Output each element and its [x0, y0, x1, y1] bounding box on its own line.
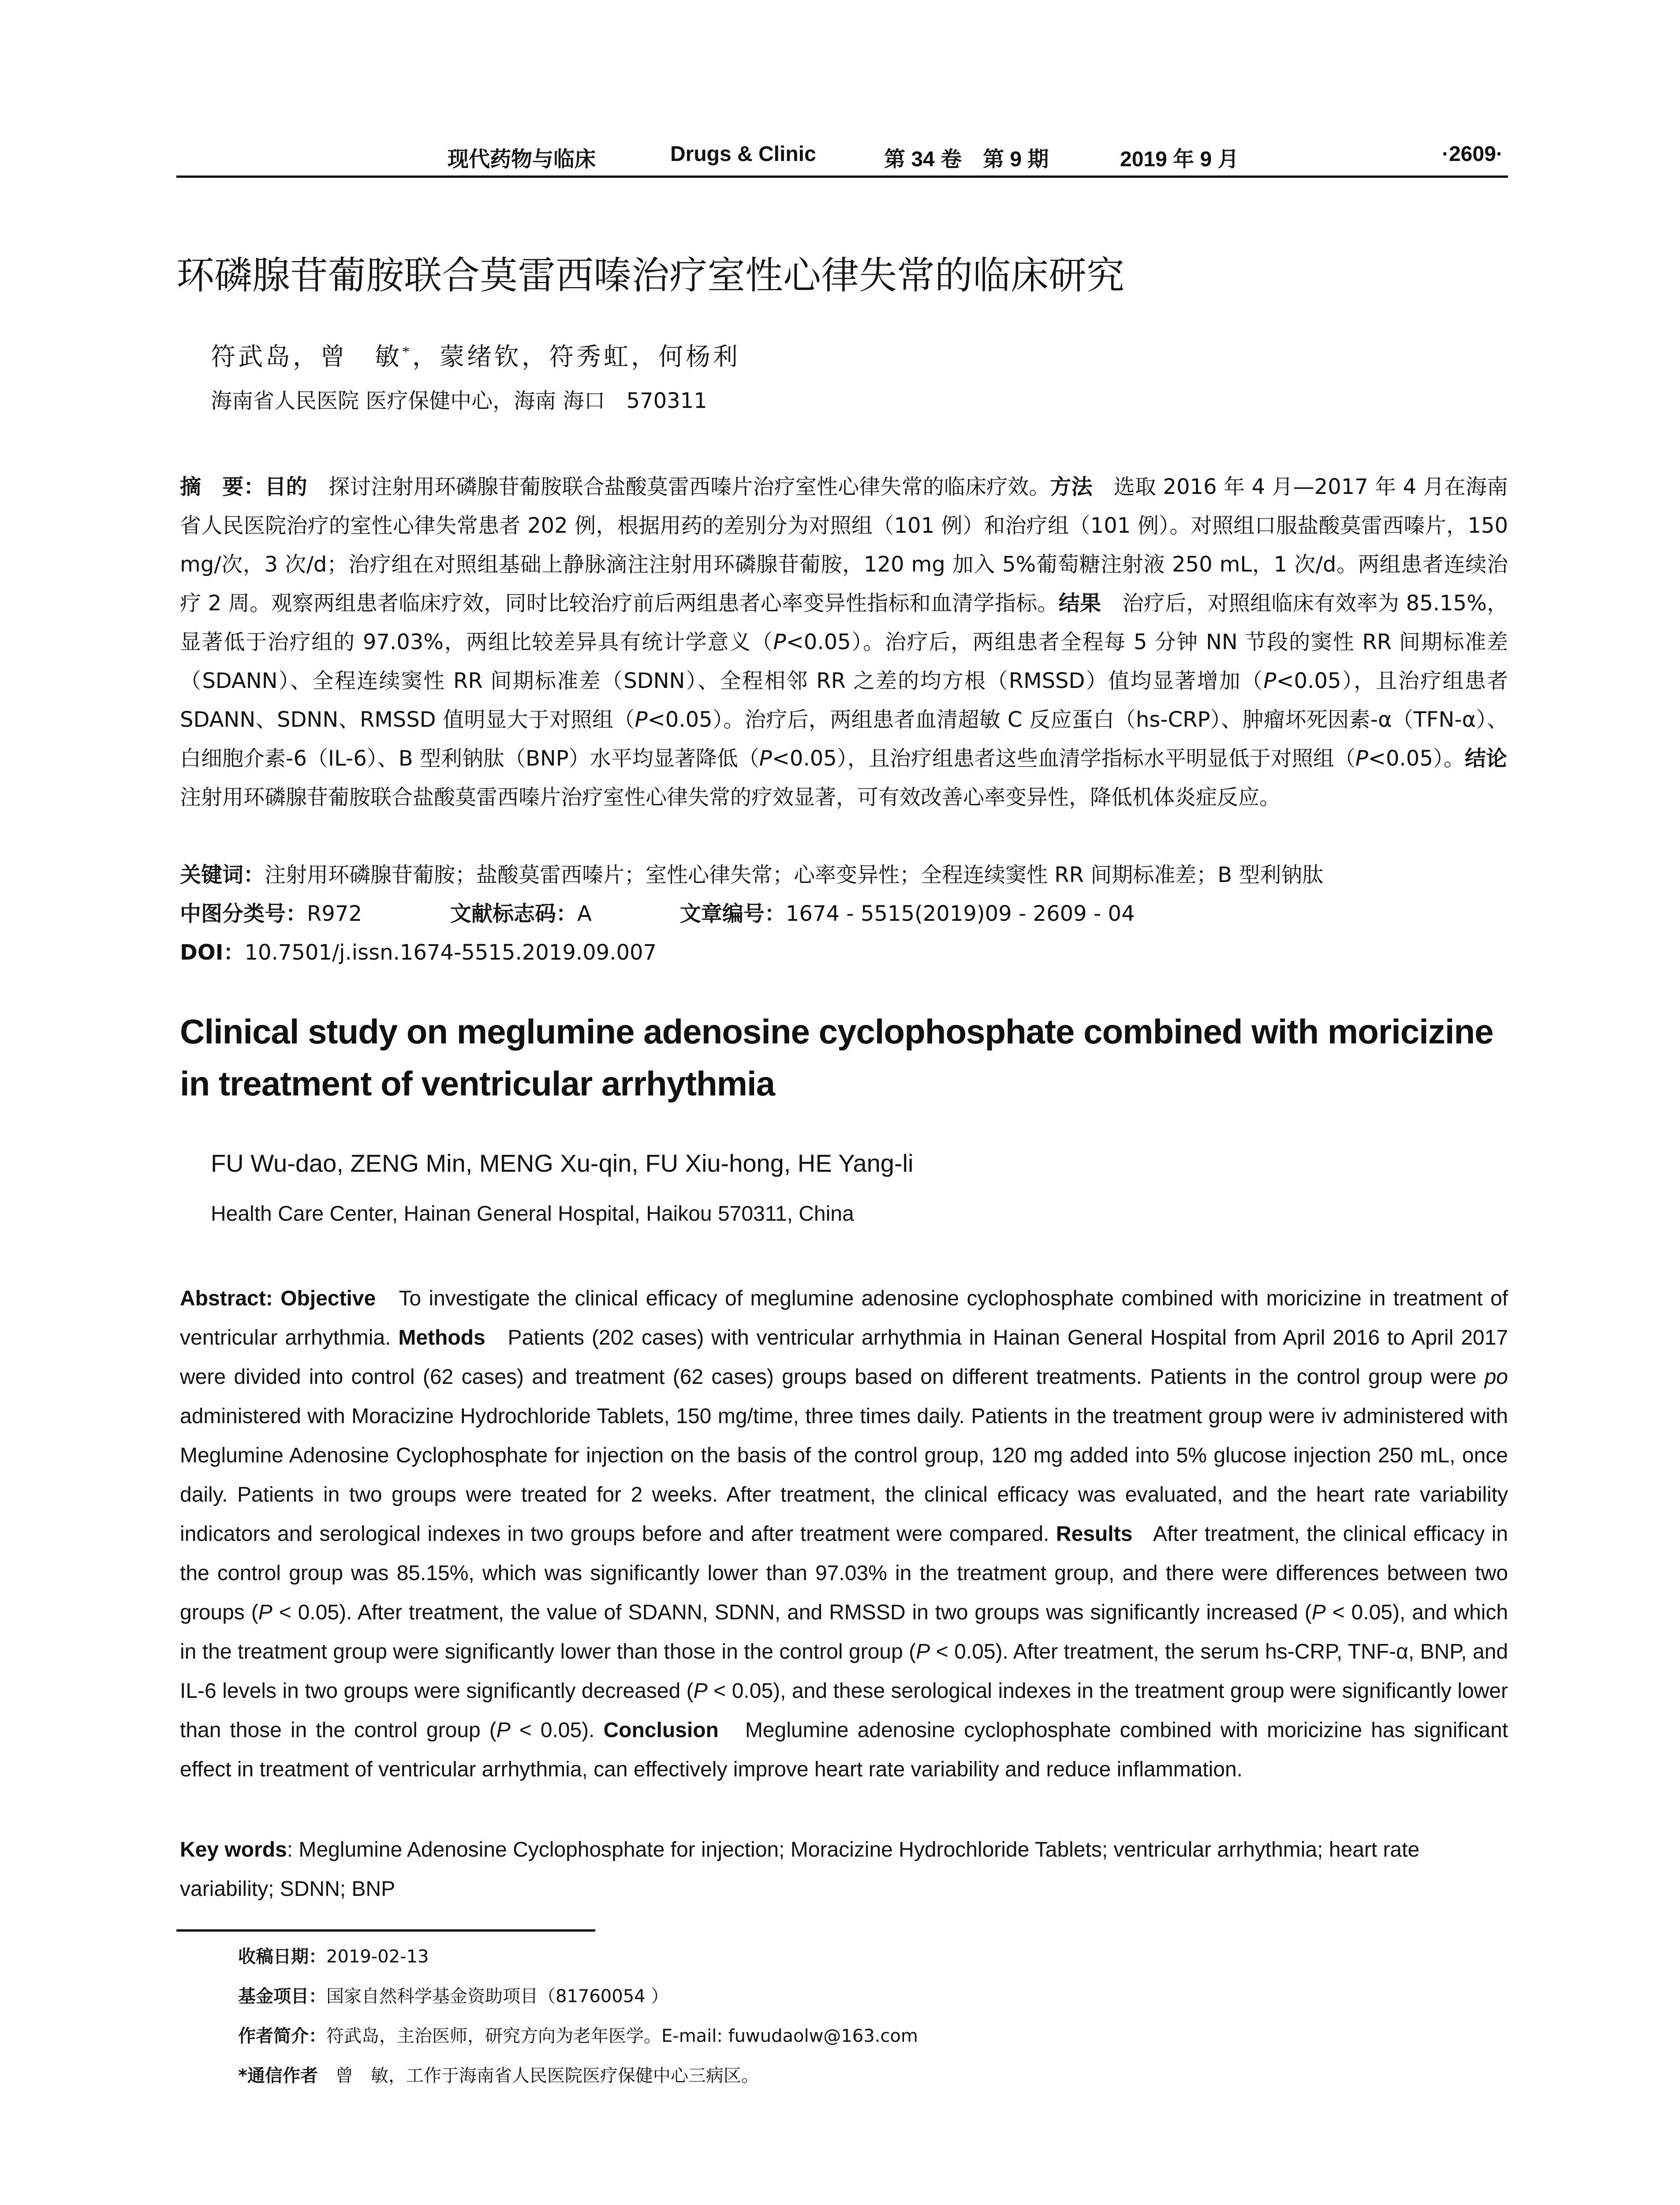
corr-text: 曾 敏，工作于海南省人民医院医疗保健中心三病区。: [317, 2066, 759, 2086]
cn-keywords: [180, 856, 1508, 894]
footnote-author: [238, 2022, 918, 2047]
en-results-label: Results: [1056, 1522, 1133, 1546]
cn-affiliation: 海南省人民医院 医疗保健中心，海南 海口 570311: [211, 389, 707, 413]
en-results-6: < 0.05).: [510, 1719, 595, 1742]
cn-keywords-text: 注射用环磷腺苷葡胺；盐酸莫雷西嗪片；室性心律失常；心率变异性；全程连续窦性 RR 间期标准差；B 型利钠肽: [265, 863, 1324, 887]
cn-abstract-label: 摘 要：: [180, 475, 265, 499]
en-results-5: < 0.05), and these serological indexes in the treatment group were significantly lower than those in the control group (: [180, 1679, 1508, 1742]
p-symbol: P: [1263, 669, 1277, 693]
cn-authors-rest: ，蒙绪钦，符秀虹，何杨利: [412, 344, 740, 371]
corr-label: *通信作者: [238, 2066, 318, 2086]
en-results-4: < 0.05). After treatment, the serum hs-CRP, TNF-α, BNP, and IL-6 levels in two groups were significantly decreased (: [180, 1640, 1508, 1703]
cn-abstract: [180, 467, 1528, 817]
p-symbol: P: [693, 1679, 708, 1703]
p-symbol: P: [496, 1719, 511, 1742]
doccode-label: 文献标志码：: [450, 901, 577, 926]
p-symbol: P: [258, 1601, 273, 1624]
en-affiliation: Health Care Center, Hainan General Hospital, Haikou 570311, China: [211, 1202, 854, 1226]
footnote-corresponding: [238, 2062, 759, 2087]
en-methods-1: Patients (202 cases) with ventricular arrhythmia in Hainan General Hospital from April 2016 to April 2017 were divided into control (62 cases) and treatment (62 cases) groups based on different treatments. Patients in the control group were: [180, 1326, 1508, 1389]
journal-name-cn: 现代药物与临床: [448, 148, 596, 171]
en-methods-2: administered with Moracizine Hydrochloride Tablets, 150 mg/time, three times daily. Patients in the treatment group were iv administered with Meglumine Adenosine Cyclophosphate for injection on the basis of the control group, 120 mg added into 5% glucose injection 250 mL, once daily. Patients in two groups were treated for 2 weeks. After treatment, the clinical efficacy was evaluated, and the heart rate variability indicators and serological indexes in two groups before and after treatment were compared.: [180, 1405, 1508, 1546]
en-methods-label: Methods: [398, 1326, 485, 1349]
en-keywords: [180, 1830, 1508, 1909]
received-date: 2019-02-13: [326, 1947, 429, 1967]
cn-methods-label: 方法: [1050, 475, 1093, 499]
corresponding-mark: *: [402, 344, 412, 360]
en-keywords-label: Key words: [180, 1838, 287, 1861]
journal-name-en: Drugs & Clinic: [670, 142, 816, 166]
cn-keywords-label: 关键词：: [180, 863, 265, 887]
cn-results-4: <0.05）。治疗后，两组患者血清超敏 C 反应蛋白（hs-CRP）、肿瘤坏死因素-α（TFN-α）、白细胞介素-6（IL-6）、B 型利钠肽（BNP）水平均显著降低（: [180, 707, 1508, 771]
cn-conclusion-label: 结论: [1464, 746, 1507, 771]
received-label: 收稿日期：: [238, 1947, 326, 1967]
running-header: [176, 140, 1508, 178]
en-authors: FU Wu-dao, ZENG Min, MENG Xu-qin, FU Xiu-hong, HE Yang-li: [211, 1149, 914, 1177]
page-number: ·2609·: [1442, 142, 1503, 166]
fund-label: 基金项目：: [238, 1986, 326, 2007]
doi-value: 10.7501/j.issn.1674-5515.2019.09.007: [244, 940, 657, 965]
doccode-value: A: [577, 901, 592, 926]
p-symbol: P: [1355, 746, 1368, 771]
p-symbol: P: [635, 707, 648, 732]
cn-title: 环磷腺苷葡胺联合莫雷西嗪治疗室性心律失常的临床研究: [176, 254, 1124, 298]
p-symbol: P: [1311, 1601, 1326, 1624]
cn-conclusion: 注射用环磷腺苷葡胺联合盐酸莫雷西嗪片治疗室性心律失常的疗效显著，可有效改善心率变异性，降低机体炎症反应。: [180, 746, 1528, 810]
clc-value: R972: [307, 901, 362, 926]
doi-line: [180, 933, 1508, 972]
cn-methods: 选取 2016 年 4 月—2017 年 4 月在海南省人民医院治疗的室性心律失常患者 202 例，根据用药的差别分为对照组（101 例）和治疗组（101 例）。对照组口服盐酸莫雷西嗪片，150 mg/次，3 次/d；治疗组在对照组基础上静脉滴注注射用环磷腺苷葡胺，120 mg 加入 5%葡萄糖注射液 250 mL，1 次/d。两组患者连续治疗 2 周。观察两组患者临床疗效，同时比较治疗前后两组患者心率变异性指标和血清学指标。: [180, 475, 1508, 616]
cn-results-1: 治疗后，对照组临床有效率为 85.15%，显著低于治疗组的 97.03%，两组比较差异具有统计学意义（: [180, 591, 1508, 654]
doi-label: DOI：: [180, 940, 245, 965]
en-title: Clinical study on meglumine adenosine cyclophosphate combined with moricizine in treatment of ventricular arrhythmia: [180, 1012, 1493, 1103]
footnote-received: [238, 1943, 429, 1968]
cn-results-5: <0.05），且治疗组患者这些血清学指标水平明显低于对照组（: [772, 746, 1355, 771]
en-abstract-label: Abstract: Objective: [180, 1287, 376, 1310]
cn-authors-main: 符武岛，曾 敏: [211, 344, 402, 371]
issue-date: 2019 年 9 月: [1120, 148, 1239, 171]
en-conclusion-label: Conclusion: [603, 1719, 719, 1742]
footnote-fund: [238, 1982, 668, 2007]
volume-issue: 第 34 卷 第 9 期: [884, 148, 1049, 171]
clc-label: 中图分类号：: [180, 901, 307, 926]
articleno-label: 文章编号：: [679, 901, 786, 926]
en-results-2: < 0.05). After treatment, the value of SDANN, SDNN, and RMSSD in two groups was significantly increased (: [272, 1601, 1312, 1624]
articleno-value: 1674 - 5515(2019)09 - 2609 - 04: [785, 901, 1135, 926]
en-results-3: < 0.05), and which in the treatment group were significantly lower than those in the control group (: [180, 1601, 1508, 1663]
footnote-rule: [176, 1929, 595, 1932]
en-abstract: [180, 1279, 1508, 1789]
p-symbol: P: [759, 746, 772, 771]
cn-authors: [211, 337, 740, 373]
author-label: 作者简介：: [238, 2026, 326, 2046]
po-term: po: [1484, 1365, 1508, 1389]
cn-results-label: 结果: [1058, 591, 1101, 616]
en-conclusion: Meglumine adenosine cyclophosphate combined with moricizine has significant effect in treatment of ventricular arrhythmia, can effectively improve heart rate variability and reduce inflammation.: [180, 1719, 1508, 1781]
p-symbol: P: [773, 630, 786, 654]
author-text: 符武岛，主治医师，研究方向为老年医学。E-mail: fuwudaolw@163.com: [326, 2026, 918, 2046]
fund-text: 国家自然科学基金资助项目（81760054 ）: [326, 1986, 669, 2007]
cn-results-3: <0.05），且治疗组患者 SDANN、SDNN、RMSSD 值明显大于对照组（: [180, 669, 1508, 732]
cn-results-2: <0.05）。治疗后，两组患者全程每 5 分钟 NN 节段的窦性 RR 间期标准差（SDANN）、全程连续窦性 RR 间期标准差（SDNN）、全程相邻 RR 之差的均方根（RMSSD）值均显著增加（: [180, 630, 1508, 693]
en-keywords-text: : Meglumine Adenosine Cyclophosphate for injection; Moracizine Hydrochloride Tablets; ventricular arrhythmia; heart rate variability; SDNN; BNP: [180, 1838, 1420, 1901]
cn-classification: [180, 894, 1508, 933]
en-results-1: After treatment, the clinical efficacy in the control group was 85.15%, which was significantly lower than 97.03% in the treatment group, and there were differences between two groups (: [180, 1522, 1508, 1624]
cn-objective: 探讨注射用环磷腺苷葡胺联合盐酸莫雷西嗪片治疗室性心律失常的临床疗效。: [307, 475, 1050, 499]
cn-objective-label: 目的: [265, 475, 307, 499]
cn-results-6: <0.05）。: [1368, 746, 1465, 771]
en-objective: To investigate the clinical efficacy of meglumine adenosine cyclophosphate combined with moricizine in treatment of ventricular arrhythmia.: [180, 1287, 1508, 1349]
p-symbol: P: [916, 1640, 930, 1663]
